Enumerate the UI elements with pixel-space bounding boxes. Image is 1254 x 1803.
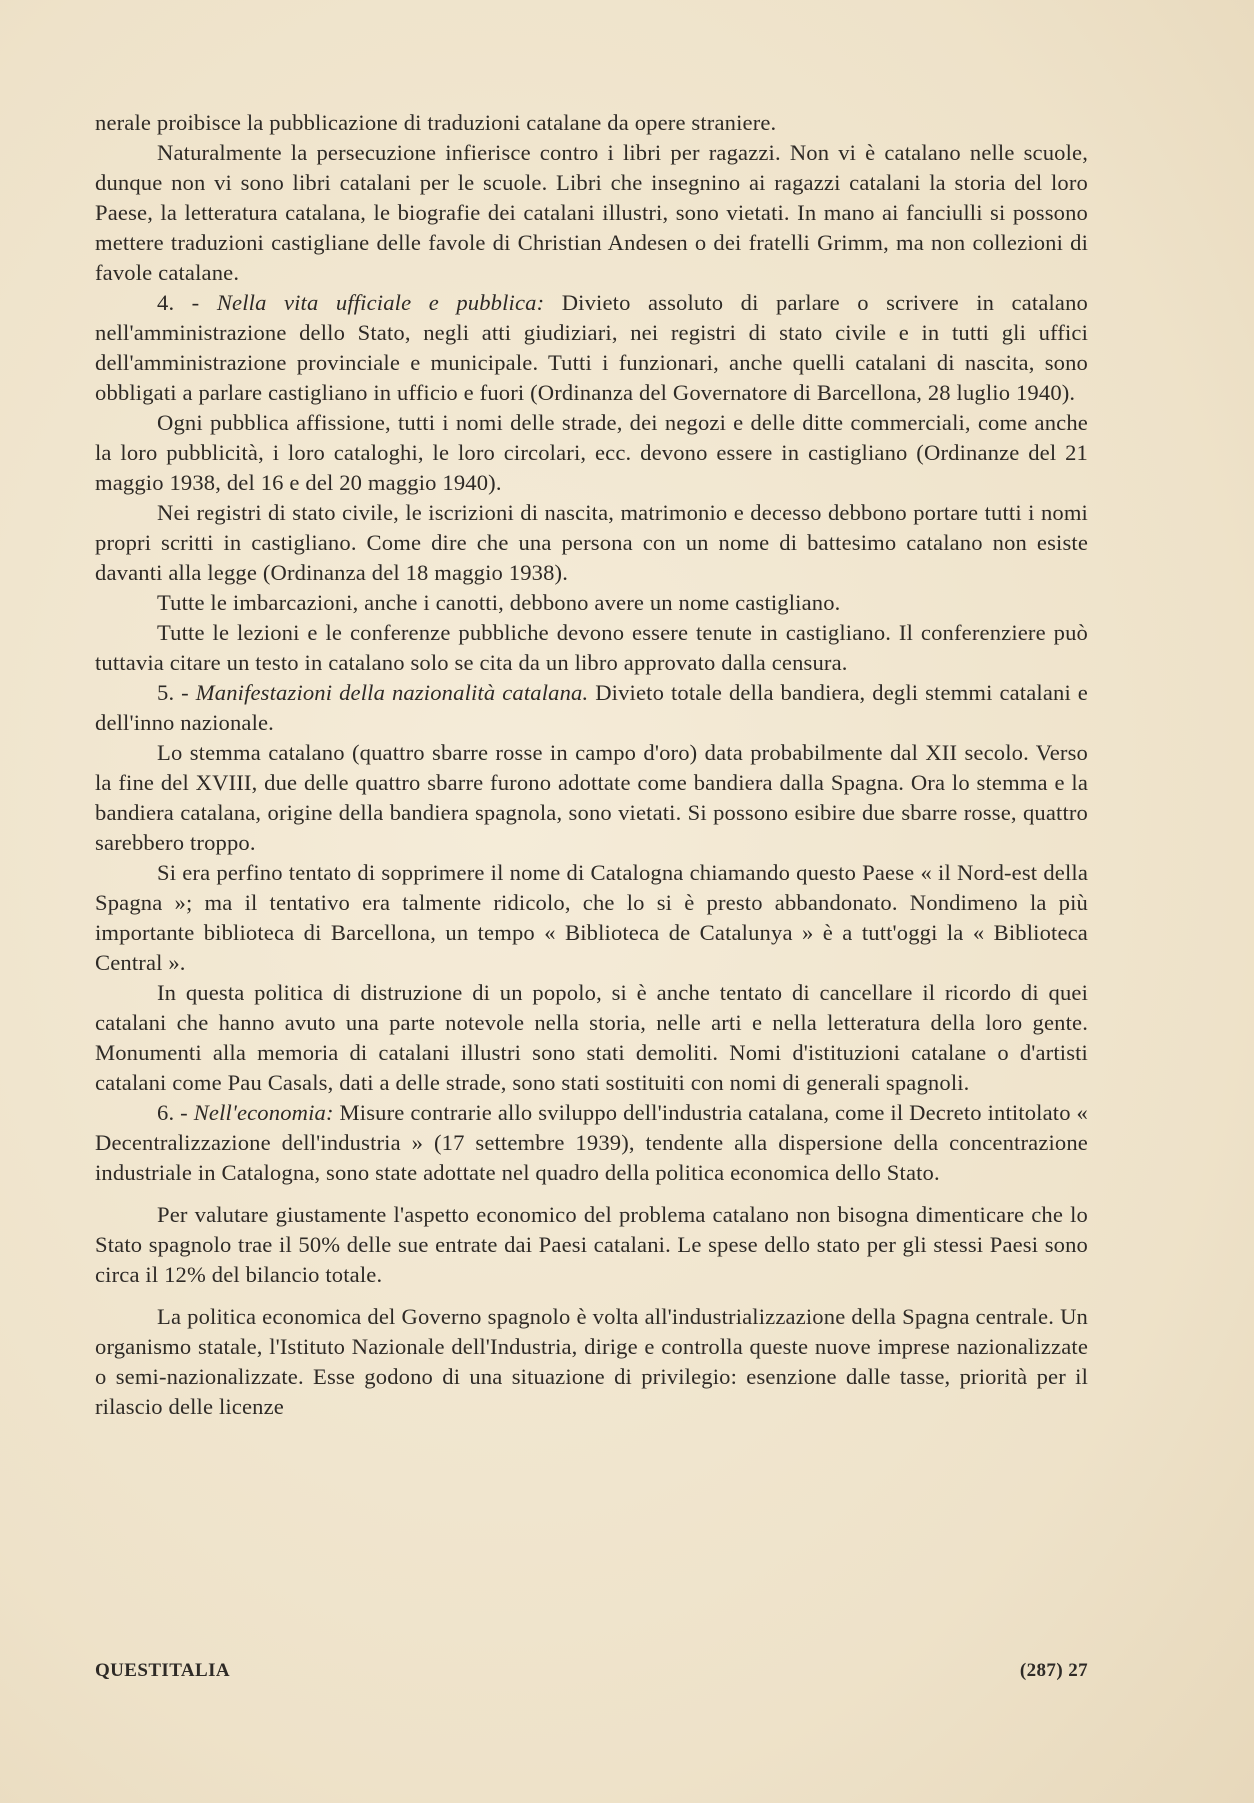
section-heading: Nella vita ufficiale e pubblica:	[216, 290, 545, 315]
section-heading: Manifestazioni della nazionalità catalana.	[195, 680, 589, 705]
journal-name: QUESTITALIA	[95, 1660, 230, 1681]
section-5-paragraph	[95, 678, 1088, 738]
section-number: 5. -	[157, 680, 189, 705]
paragraph: La politica economica del Governo spagnolo è volta all'industrializzazione della Spagna centrale. Un organismo statale, l'Istituto Nazionale dell'Industria, dirige e controlla queste nuove imprese nazionalizzate o semi-nazionalizzate. Esse godono di una situazione di privilegio: esenzione dalle tasse, priorità per il rilascio delle licenze	[95, 1304, 1088, 1419]
paragraph: Tutte le imbarcazioni, anche i canotti, debbono avere un nome castigliano.	[157, 590, 841, 615]
paragraph: Naturalmente la persecuzione infierisce contro i libri per ragazzi. Non vi è catalano nelle scuole, dunque non vi sono libri catalani per le scuole. Libri che insegnino ai ragazzi catalani la storia del loro Paese, la letteratura catalana, le biografie dei catalani illustri, sono vietati. In mano ai fanciulli si possono mettere traduzioni castigliane delle favole di Christian Andesen o dei fratelli Grimm, ma non collezioni di favole catalane.	[95, 140, 1088, 285]
paragraph: Ogni pubblica affissione, tutti i nomi delle strade, dei negozi e delle ditte commerciali, come anche la loro pubblicità, i loro cataloghi, le loro circolari, ecc. devono essere in castigliano (Ordinanze del 21 maggio 1938, del 16 e del 20 maggio 1940).	[95, 410, 1088, 495]
section-text: Misure contrarie allo sviluppo dell'industria catalana, come il Decreto intitolato « Decentralizzazione dell'industria » (17 settembre 1939), tendente alla dispersione della concentrazione industriale in Catalogna, sono state adottate nel quadro della politica economica dello Stato.	[95, 1100, 1088, 1185]
section-number: 6. -	[157, 1100, 188, 1125]
section-text: Divieto totale della bandiera, degli stemmi catalani e dell'inno nazionale.	[95, 680, 1088, 735]
section-text: Divieto assoluto di parlare o scrivere in catalano nell'amministrazione dello Stato, negli atti giudiziari, nei registri di stato civile e in tutti gli uffici dell'amministrazione provinciale e municipale. Tutti i funzionari, anche quelli catalani di nascita, sono obbligati a parlare castigliano in ufficio e fuori (Ordinanza del Governatore di Barcellona, 28 luglio 1940).	[95, 290, 1088, 405]
section-number: 4. -	[157, 290, 200, 315]
paragraph: Per valutare giustamente l'aspetto economico del problema catalano non bisogna dimenticare che lo Stato spagnolo trae il 50% delle sue entrate dai Paesi catalani. Le spese dello stato per gli stessi Paesi sono circa il 12% del bilancio totale.	[95, 1202, 1088, 1287]
section-4-paragraph	[95, 288, 1088, 408]
paragraph: nerale proibisce la pubblicazione di traduzioni catalane da opere straniere.	[95, 110, 777, 135]
page-number: (287) 27	[1019, 1660, 1088, 1681]
section-6-paragraph	[95, 1098, 1088, 1188]
section-heading: Nell'economia:	[193, 1100, 334, 1125]
paragraph: Lo stemma catalano (quattro sbarre rosse in campo d'oro) data probabilmente dal XII secolo. Verso la fine del XVIII, due delle quattro sbarre furono adottate come bandiera dalla Spagna. Ora lo stemma e la bandiera catalana, origine della bandiera spagnola, sono vietati. Si possono esibire due sbarre rosse, quattro sarebbero troppo.	[95, 740, 1088, 855]
paragraph: Tutte le lezioni e le conferenze pubbliche devono essere tenute in castigliano. Il conferenziere può tuttavia citare un testo in catalano solo se cita da un libro approvato dalla censura.	[95, 620, 1088, 675]
body-text	[95, 108, 1088, 1422]
paragraph: Si era perfino tentato di sopprimere il nome di Catalogna chiamando questo Paese « il Nord-est della Spagna »; ma il tentativo era talmente ridicolo, che lo si è presto abbandonato. Nondimeno la più importante biblioteca di Barcellona, un tempo « Biblioteca de Catalunya » è a tutt'oggi la « Biblioteca Central ».	[95, 860, 1088, 975]
paragraph: In questa politica di distruzione di un popolo, si è anche tentato di cancellare il ricordo di quei catalani che hanno avuto una parte notevole nella storia, nelle arti e nella letteratura della loro gente. Monumenti alla memoria di catalani illustri sono stati demoliti. Nomi d'istituzioni catalane o d'artisti catalani come Pau Casals, dati a delle strade, sono stati sostituiti con nomi di generali spagnoli.	[95, 980, 1088, 1095]
paragraph: Nei registri di stato civile, le iscrizioni di nascita, matrimonio e decesso debbono portare tutti i nomi propri scritti in castigliano. Come dire che una persona con un nome di battesimo catalano non esiste davanti alla legge (Ordinanza del 18 maggio 1938).	[95, 500, 1088, 585]
